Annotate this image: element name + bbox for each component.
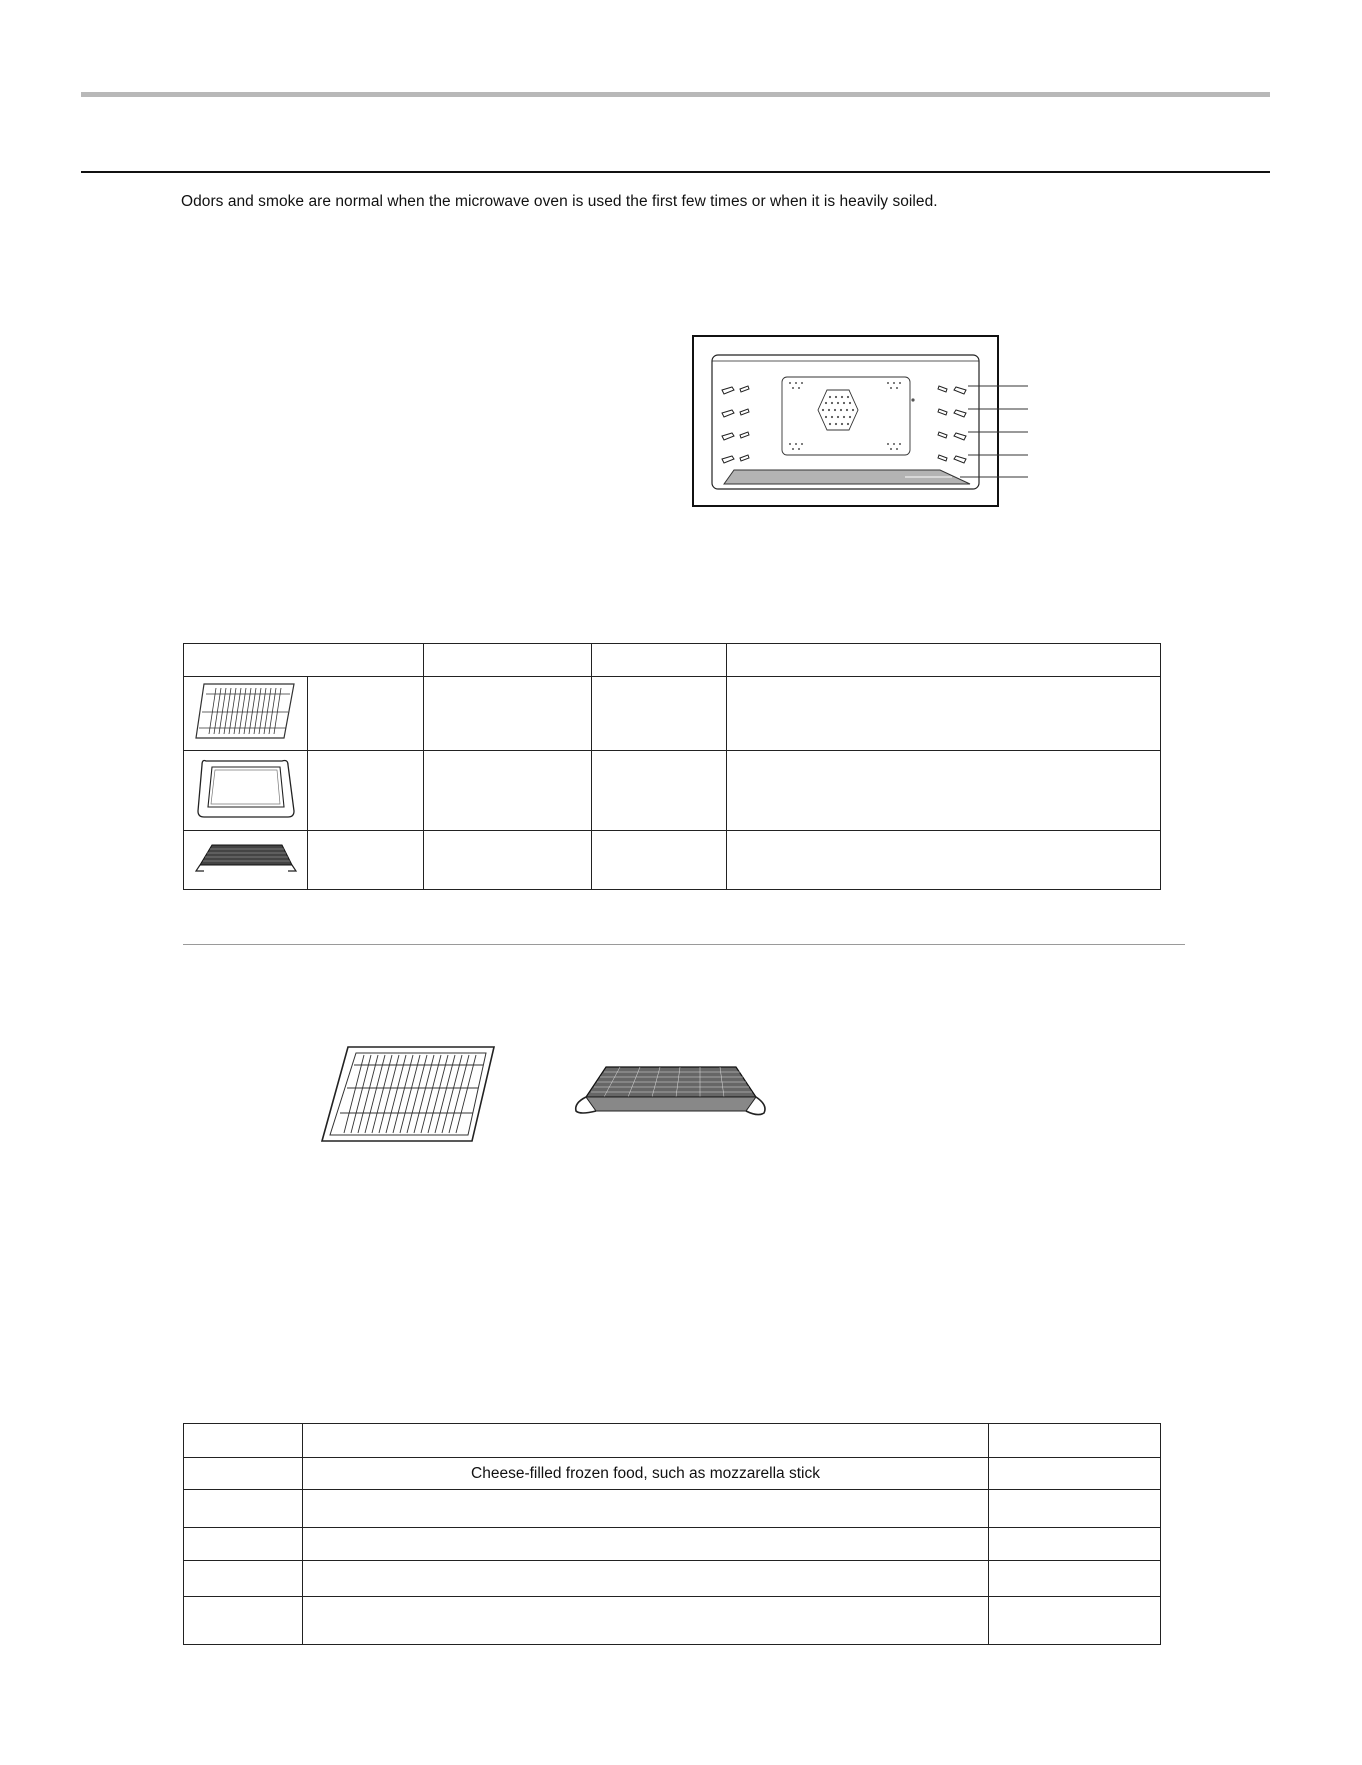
table-cell (184, 1561, 303, 1597)
air-fry-basket-image-cell (184, 831, 308, 890)
table-row (184, 1561, 1161, 1597)
table-cell (424, 751, 592, 831)
table-header-row (184, 644, 1161, 677)
table-row (184, 677, 1161, 751)
table-cell (727, 831, 1161, 890)
table-cell (989, 1490, 1161, 1528)
accessory-name-cell (308, 677, 424, 751)
oven-cavity-diagram (690, 333, 1030, 511)
header-cell (727, 644, 1161, 677)
table-cell (184, 1458, 303, 1490)
table-row (184, 1458, 1161, 1490)
table-row (184, 1597, 1161, 1645)
wire-rack-image-cell (184, 677, 308, 751)
table-header-row (184, 1424, 1161, 1458)
table-cell (592, 751, 727, 831)
accessory-name-cell (308, 831, 424, 890)
header-cell (303, 1424, 989, 1458)
air-fry-basket-icon (194, 841, 298, 875)
food-name-cell (303, 1561, 989, 1597)
table-row (184, 831, 1161, 890)
table-cell (989, 1561, 1161, 1597)
table-cell (727, 677, 1161, 751)
accessories-table (183, 643, 1161, 890)
table-cell (424, 677, 592, 751)
section-divider (183, 944, 1185, 945)
top-grey-rule (81, 92, 1270, 97)
table-cell (424, 831, 592, 890)
wire-rack-illustration (318, 1043, 498, 1145)
table-row (184, 1528, 1161, 1561)
table-row (184, 751, 1161, 831)
header-cell (424, 644, 592, 677)
table-cell (592, 831, 727, 890)
header-cell (184, 644, 424, 677)
baking-tray-image-cell (184, 751, 308, 831)
table-cell (989, 1597, 1161, 1645)
baking-tray-icon (196, 755, 296, 821)
header-cell (184, 1424, 303, 1458)
section-header-rule (81, 171, 1270, 173)
food-name-cell: Cheese-filled frozen food, such as mozzarella stick (303, 1458, 989, 1490)
food-name-cell (303, 1528, 989, 1561)
table-cell (989, 1458, 1161, 1490)
table-cell (184, 1490, 303, 1528)
food-name-cell (303, 1597, 989, 1645)
table-cell (592, 677, 727, 751)
wire-rack-icon (194, 680, 298, 742)
header-cell (989, 1424, 1161, 1458)
intro-text: Odors and smoke are normal when the microwave oven is used the first few times or when it is heavily soiled. (181, 193, 938, 210)
air-fry-basket-illustration (570, 1063, 770, 1127)
food-name-cell (303, 1490, 989, 1528)
table-cell (184, 1528, 303, 1561)
food-table (183, 1423, 1161, 1645)
table-cell (727, 751, 1161, 831)
accessory-name-cell (308, 751, 424, 831)
table-cell (184, 1597, 303, 1645)
table-cell (989, 1528, 1161, 1561)
header-cell (592, 644, 727, 677)
table-row (184, 1490, 1161, 1528)
